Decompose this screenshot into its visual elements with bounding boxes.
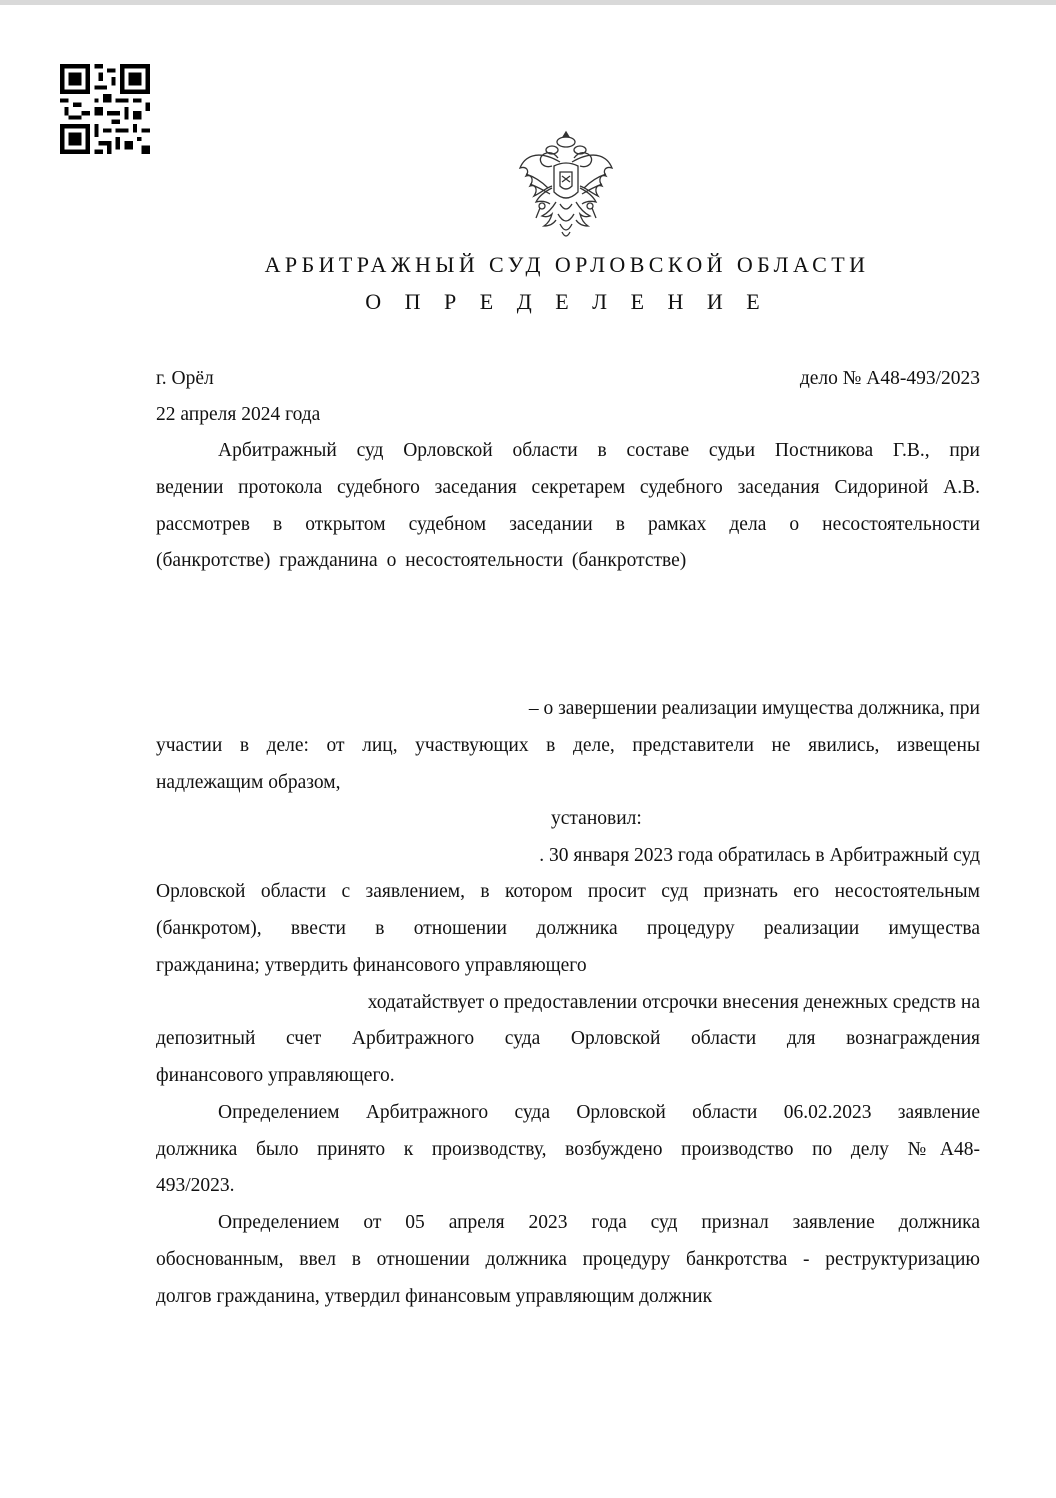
paragraph-3-line-4: гражданина; утвердить финансового управляющего [156,955,587,976]
paragraph-5-line-3: 493/2023. [156,1175,235,1196]
paragraph-4-line-2: депозитный счет Арбитражного суда Орловской области для вознаграждения [156,1028,980,1049]
paragraph-4-line-1: ходатайствует о предоставлении отсрочки внесения денежных средств на [367,992,980,1013]
page-top-border [0,0,1056,5]
paragraph-1-line-3: рассмотрев в открытом судебном заседании в рамках дела о несостоятельности [156,514,980,535]
paragraph-1-line-2: ведении протокола судебного заседания секретарем судебного заседания Сидориной А.В. [156,477,980,498]
paragraph-6-line-1: Определением от 05 апреля 2023 года суд признал заявление должника [218,1212,980,1233]
paragraph-2-line-1: – о завершении реализации имущества должника, при [528,698,980,719]
qr-code [60,64,150,154]
paragraph-5-line-1: Определением Арбитражного суда Орловской области 06.02.2023 заявление [218,1102,980,1123]
paragraph-6-line-2: обоснованным, ввел в отношении должника процедуру банкротства - реструктуризацию [156,1249,980,1270]
paragraph-1-line-4: (банкротстве) гражданина о несостоятельности (банкротстве) [156,550,687,571]
established-heading: установил: [551,808,642,829]
paragraph-2-line-2: участии в деле: от лиц, участвующих в деле, представители не явились, извещены [156,735,980,756]
court-name: АРБИТРАЖНЫЙ СУД ОРЛОВСКОЙ ОБЛАСТИ [264,252,870,277]
paragraph-3-line-1: . 30 января 2023 года обратилась в Арбитражный суд [539,845,980,866]
paragraph-6-line-3: долгов гражданина, утвердил финансовым управляющим должник [156,1286,713,1307]
paragraph-3-line-2: Орловской области с заявлением, в котором просит суд признать его несостоятельным [156,881,980,902]
document-date: 22 апреля 2024 года [156,404,321,425]
document-title: О П Р Е Д Е Л Е Н И Е [365,289,769,314]
paragraph-5-line-2: должника было принято к производству, возбуждено производство по делу №А48- [156,1139,980,1160]
paragraph-4-line-3: финансового управляющего. [156,1065,395,1086]
case-number: дело № А48-493/2023 [799,368,980,389]
city: г. Орёл [156,368,214,389]
paragraph-2-line-3: надлежащим образом, [156,772,341,793]
paragraph-3-line-3: (банкротом), ввести в отношении должника процедуру реализации имущества [156,918,980,939]
paragraph-1-line-1: Арбитражный суд Орловской области в составе судьи Постникова Г.В., при [218,440,980,461]
coat-of-arms-emblem [516,128,616,244]
